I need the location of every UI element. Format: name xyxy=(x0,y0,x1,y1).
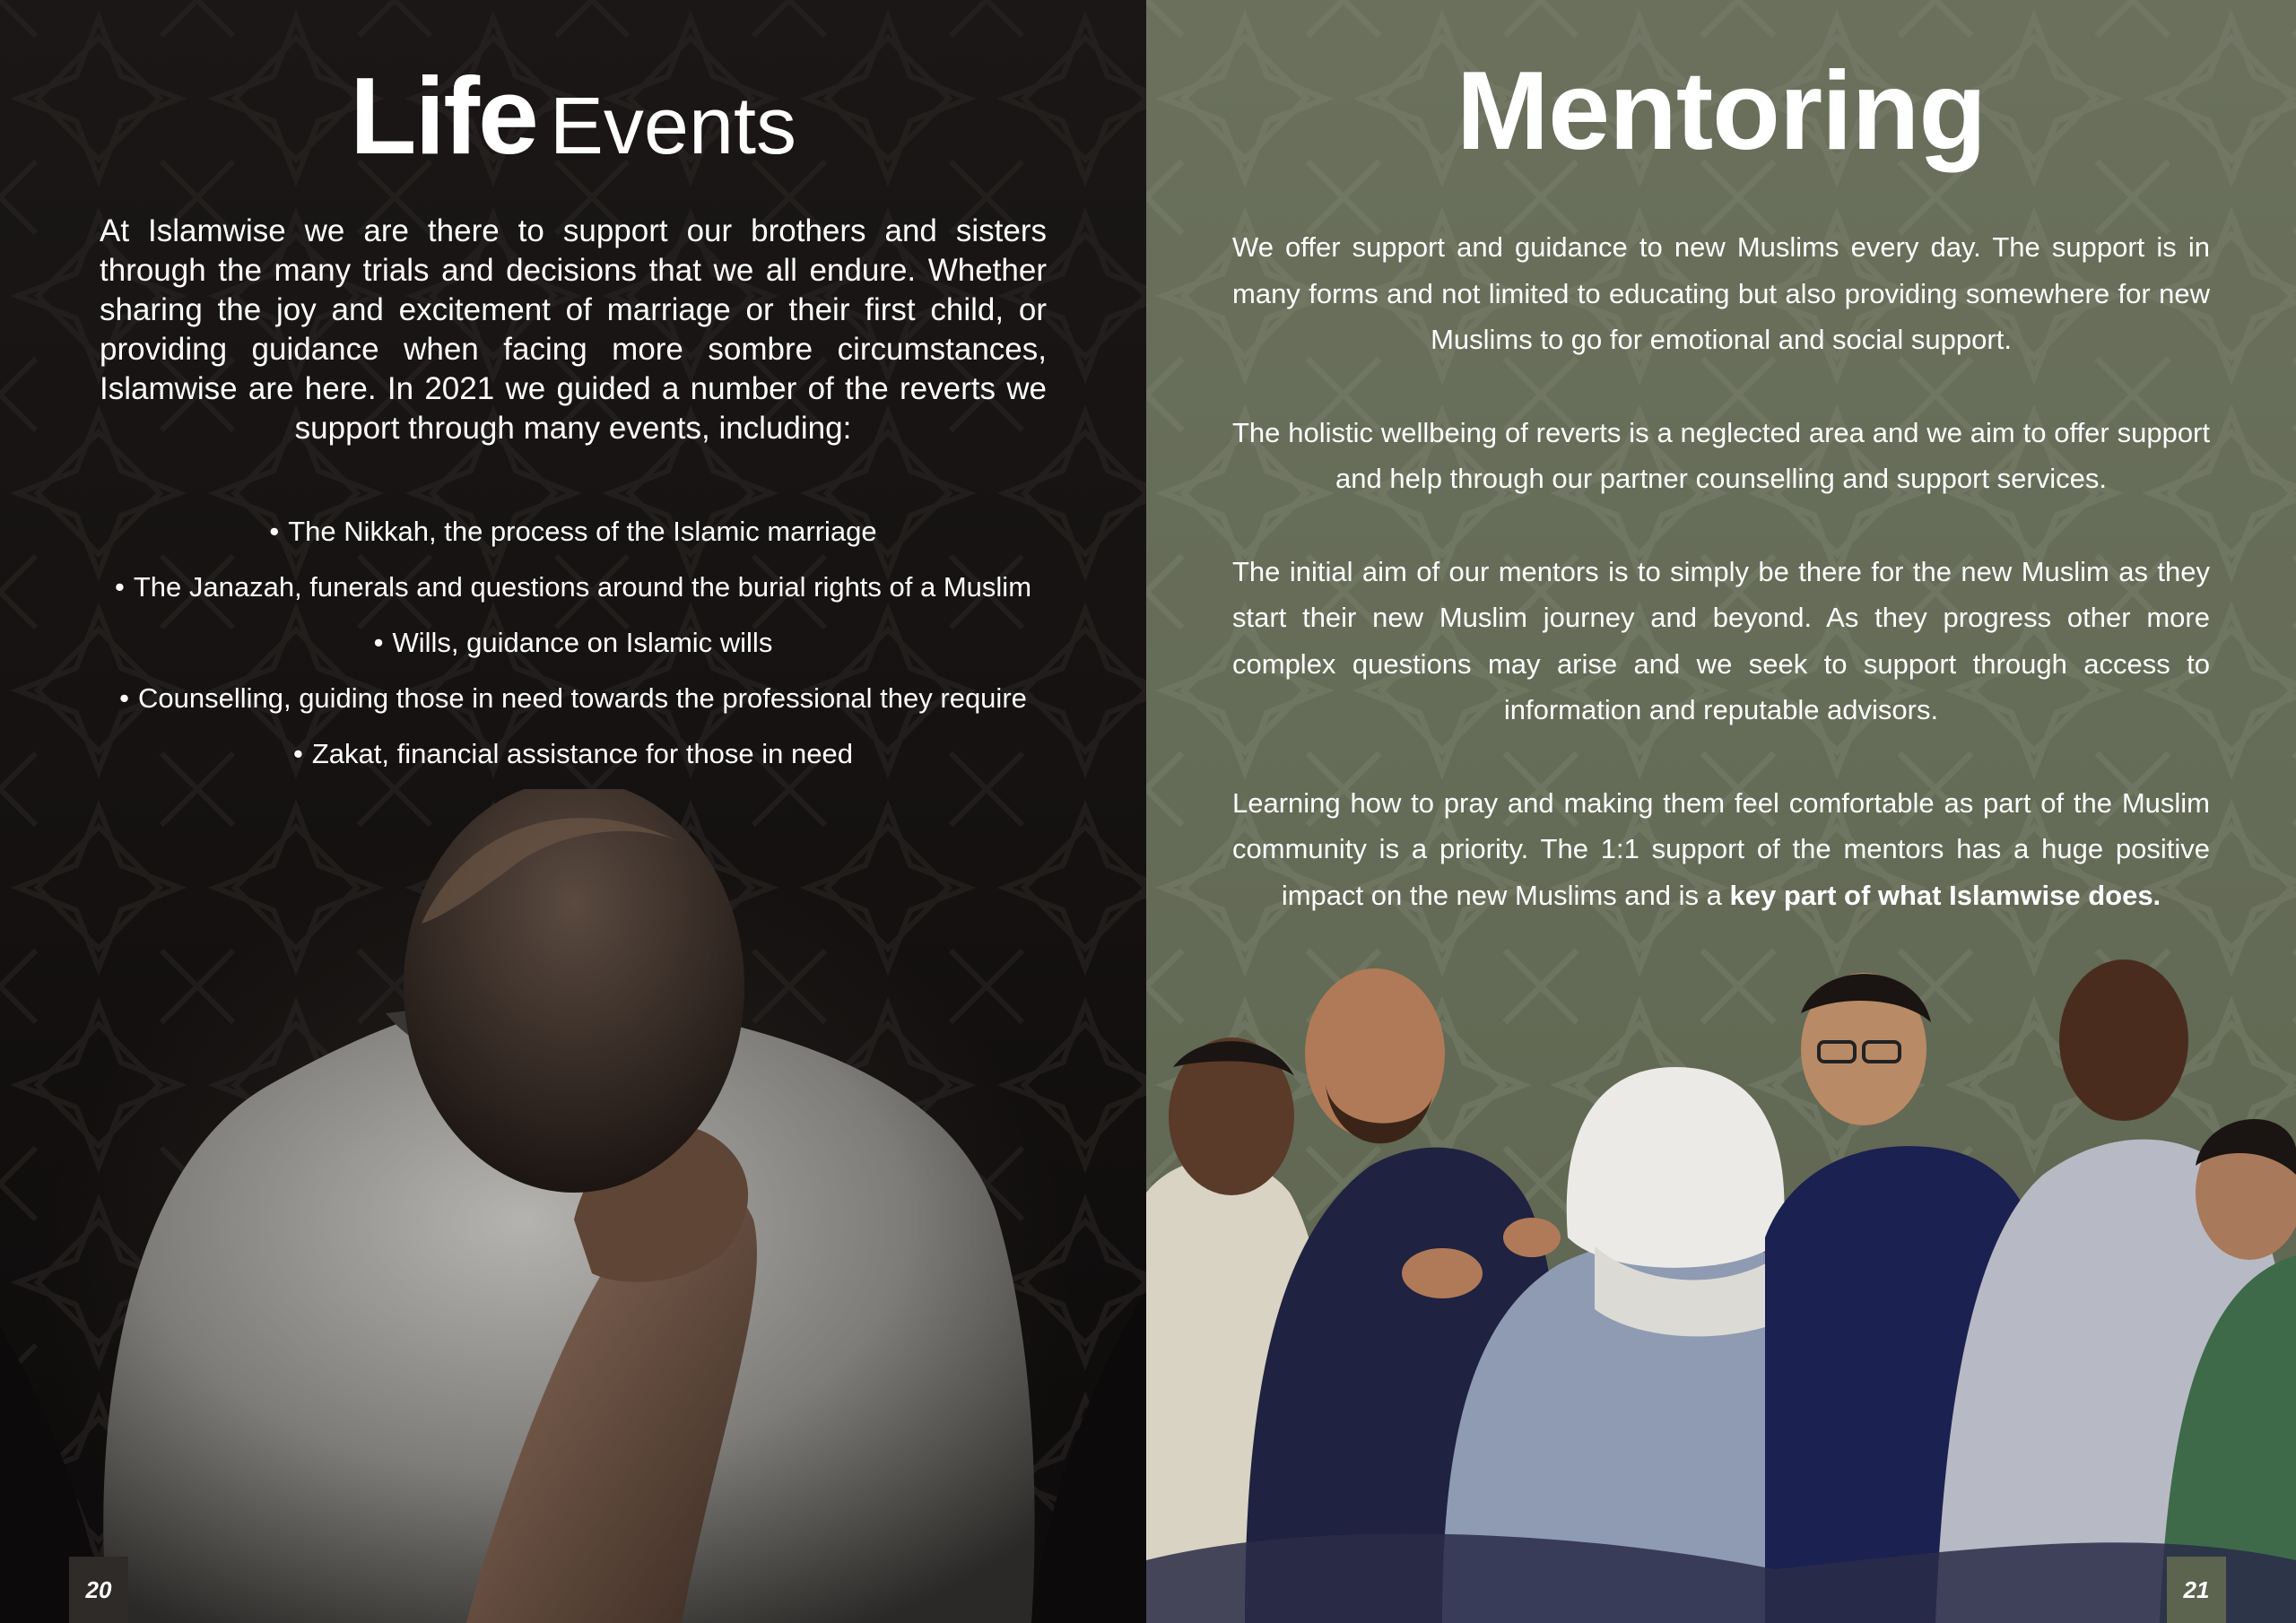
paragraph: The initial aim of our mentors is to simply be there for the new Muslim as they start their new Muslim journey and beyond. As they progress other more complex questions may arise and we seek to support through access to information and reputable advisors. xyxy=(1232,555,2210,725)
right-page xyxy=(1146,0,2296,1623)
paragraph-lead: Learning how to pray and making them feel comfortable as part of the Muslim community is a priority. The 1:1 support of the mentors has a huge positive impact on the new Muslims and is a xyxy=(1232,786,2210,911)
distressed-man-photo xyxy=(0,789,1146,1623)
page-number: 21 xyxy=(2167,1557,2226,1623)
paragraph-emphasis: key part of what Islamwise does. xyxy=(1729,879,2161,911)
intro-paragraph: At Islamwise we are there to support our brothers and sisters through the many trials and decisions that we all endure. Whether sharing the joy and excitement of marriage or their first child, or providing guidance when facing more sombre circumstances, Islamwise are here. In 2021 we guided a number of the reverts we support through many events, including: xyxy=(100,213,1047,446)
page-number: 20 xyxy=(69,1557,128,1623)
list-item: • The Nikkah, the process of the Islamic marriage xyxy=(269,516,877,547)
list-item: • Counselling, guiding those in need towards the professional they require xyxy=(119,682,1027,714)
left-page xyxy=(0,0,1146,1623)
events-list xyxy=(90,504,1057,782)
title-bold-word: Life xyxy=(349,55,537,177)
page-title-mentoring: Mentoring xyxy=(1456,49,1987,173)
paragraph: We offer support and guidance to new Muslims every day. The support is in many forms and not limited to educating but also providing somewhere for new Muslims to go for emotional and social support. xyxy=(1232,231,2210,355)
list-item: • Zakat, financial assistance for those in need xyxy=(293,738,853,769)
paragraph xyxy=(1232,780,2210,919)
mentoring-body xyxy=(1232,224,2210,965)
title-light-word: Events xyxy=(549,82,797,171)
mentoring-group-photo xyxy=(1146,942,2296,1623)
list-item: • Wills, guidance on Islamic wills xyxy=(373,627,773,658)
paragraph: The holistic wellbeing of reverts is a neglected area and we aim to offer support and help through our partner counselling and support services. xyxy=(1232,416,2210,494)
page-title-life-events xyxy=(0,55,1146,177)
list-item: • The Janazah, funerals and questions around the burial rights of a Muslim xyxy=(114,571,1032,603)
